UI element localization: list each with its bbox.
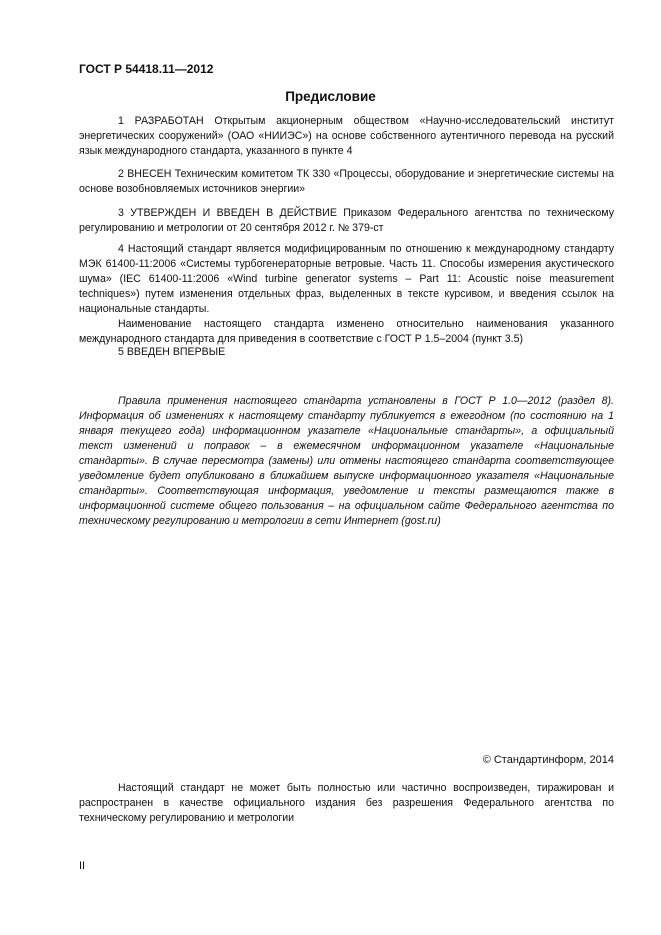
reproduction-note [79, 781, 614, 826]
reproduction-note-text: Настоящий стандарт не может быть полностью или частично воспроизведен, тиражирован и распространен в качестве официального издания без разрешения Федерального агентства по техническому регулированию и метрологии [79, 782, 614, 824]
paragraph-3 [79, 206, 614, 236]
document-header: ГОСТ Р 54418.11—2012 [79, 62, 214, 76]
copyright: © Стандартинформ, 2014 [482, 754, 614, 766]
paragraph-1-text: 1 РАЗРАБОТАН Открытым акционерным обществом «Научно-исследовательский институт энергетических сооружений» (ОАО «НИИЭС») на основе собственного аутентичного перевода на русский язык международного стандарта, указанного в пункте 4 [79, 115, 614, 157]
paragraph-5 [79, 345, 614, 360]
rules-note [79, 394, 614, 529]
paragraph-1 [79, 114, 614, 159]
paragraph-5-text: 5 ВВЕДЕН ВПЕРВЫЕ [118, 346, 226, 358]
paragraph-4-name-note: Наименование настоящего стандарта изменено относительно наименования указанного международного стандарта для приведения в соответствие с ГОСТ Р 1.5–2004 (пункт 3.5) [79, 318, 614, 345]
paragraph-4 [79, 242, 614, 347]
page-title: Предисловие [285, 89, 376, 104]
page-number: II [79, 860, 86, 872]
paragraph-2 [79, 167, 614, 197]
rules-note-text: Правила применения настоящего стандарта установлены в ГОСТ Р 1.0—2012 (раздел 8). Информация об изменениях к настоящему стандарту публикуется в ежегодном (по состоянию на 1 января текущего года) информационном указателе «Национальные стандарты», а официальный текст изменений и поправок – в ежемесячном информационном указателе «Национальные стандарты». В случае пересмотра (замены) или отмены настоящего стандарта соответствующее уведомление будет опубликовано в ближайшем выпуске информационного указателя «Национальные стандарты». Соответствующая информация, уведомление и тексты размещаются также в информационной системе общего пользования – на официальном сайте Федерального агентства по техническому регулированию и метрологии в сети Интернет (gost.ru) [79, 395, 614, 527]
paragraph-2-text: 2 ВНЕСЕН Техническим комитетом ТК 330 «Процессы, оборудование и энергетические системы на основе возобновляемых источников энергии» [79, 168, 614, 195]
paragraph-3-text: 3 УТВЕРЖДЕН И ВВЕДЕН В ДЕЙСТВИЕ Приказом Федерального агентства по техническому регулированию и метрологии от 20 сентября 2012 г. № 379-ст [79, 207, 614, 234]
paragraph-4-text: 4 Настоящий стандарт является модифицированным по отношению к международному стандарту МЭК 61400-11:2006 «Системы турбогенераторные ветровые. Часть 11. Способы измерения акустического шума» (IEC 61400-11:2006 «Wind turbine generator systems – Part 11: Acoustic noise measurement techniques») путем изменения отдельных фраз, выделенных в тексте курсивом, и введения ссылок на национальные стандарты. [79, 243, 614, 315]
